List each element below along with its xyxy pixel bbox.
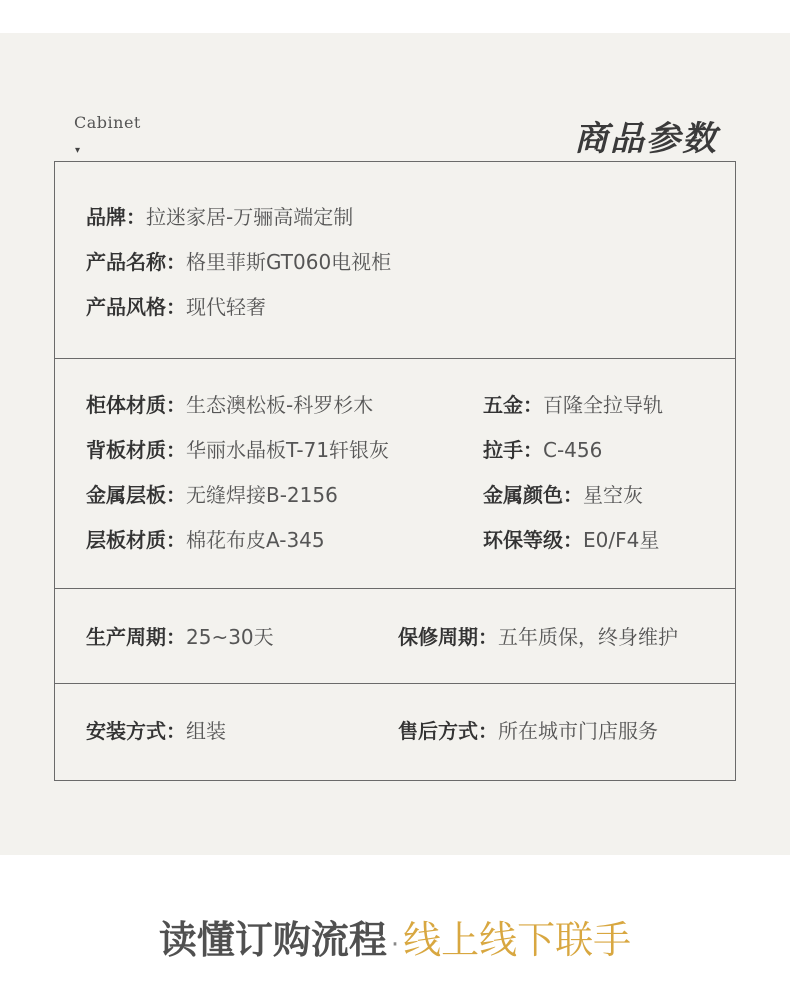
spec-key: 品牌： — [86, 205, 146, 229]
spec-key: 产品名称： — [86, 250, 186, 274]
spec-value: C-456 — [543, 438, 603, 462]
spec-row-metal-color — [483, 482, 643, 508]
spec-key: 售后方式： — [398, 719, 498, 743]
heading-part-2: 线上线下联手 — [403, 918, 632, 962]
spec-value: 所在城市门店服务 — [498, 719, 658, 743]
page-title: 商品参数 — [574, 119, 718, 159]
spec-value: 五年质保，终身维护 — [498, 625, 678, 649]
spec-row-product-name — [86, 249, 391, 275]
spec-key: 保修周期： — [398, 625, 498, 649]
spec-value: E0/F4星 — [583, 528, 660, 552]
spec-value: 格里菲斯GT060电视柜 — [186, 250, 392, 274]
spec-value: 拉迷家居-万骊高端定制 — [146, 205, 354, 229]
chevron-down-icon: ▾ — [75, 145, 81, 156]
spec-value: 现代轻奢 — [186, 295, 266, 319]
spec-key: 生产周期： — [86, 625, 186, 649]
spec-row-shelf-material — [86, 527, 325, 553]
spec-row-style — [86, 294, 266, 320]
spec-key: 背板材质： — [86, 438, 186, 462]
spec-value: 无缝焊接B-2156 — [186, 483, 338, 507]
spec-row-brand — [86, 204, 353, 230]
spec-value: 25~30天 — [186, 625, 274, 649]
spec-row-handle — [483, 437, 602, 463]
spec-value: 生态澳松板-科罗杉木 — [186, 393, 374, 417]
spec-row-installation — [86, 718, 226, 744]
spec-key: 金属层板： — [86, 483, 186, 507]
spec-row-hardware — [483, 392, 663, 418]
brand-label: Cabinet — [74, 113, 141, 132]
spec-key: 柜体材质： — [86, 393, 186, 417]
spec-row-body-material — [86, 392, 373, 418]
section-divider — [55, 588, 735, 589]
spec-key: 五金： — [483, 393, 543, 417]
spec-row-warranty-period — [398, 624, 678, 650]
heading-part-1: 读懂订购流程 — [158, 918, 387, 962]
spec-key: 环保等级： — [483, 528, 583, 552]
spec-value: 星空灰 — [583, 483, 643, 507]
spec-value: 棉花布皮A-345 — [186, 528, 325, 552]
spec-value: 组装 — [186, 719, 226, 743]
section-divider — [55, 683, 735, 684]
spec-row-metal-shelf — [86, 482, 338, 508]
heading-separator: · — [390, 930, 400, 960]
spec-key: 安装方式： — [86, 719, 186, 743]
spec-row-production-period — [86, 624, 274, 650]
spec-row-after-sales — [398, 718, 658, 744]
spec-key: 产品风格： — [86, 295, 186, 319]
section-divider — [55, 358, 735, 359]
spec-row-backboard-material — [86, 437, 389, 463]
spec-key: 金属颜色： — [483, 483, 583, 507]
spec-key: 层板材质： — [86, 528, 186, 552]
spec-value: 百隆全拉导轨 — [543, 393, 663, 417]
ordering-process-heading — [0, 915, 790, 970]
spec-value: 华丽水晶板T-71轩银灰 — [186, 438, 390, 462]
spec-row-eco-grade — [483, 527, 659, 553]
spec-table — [54, 161, 736, 781]
spec-key: 拉手： — [483, 438, 543, 462]
